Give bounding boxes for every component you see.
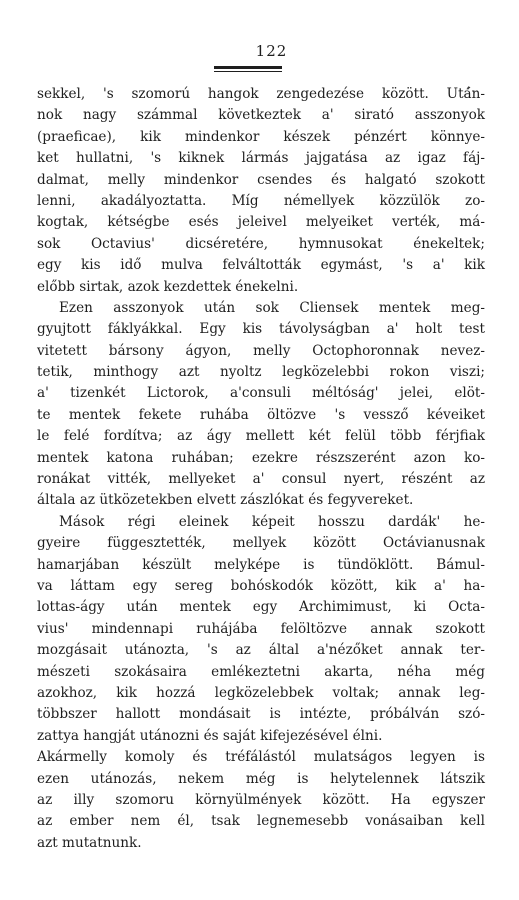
text-line: ronákat vitték, mellyeket a' consul nyert, részént az xyxy=(37,471,485,488)
header-rule-thin xyxy=(214,71,282,72)
text-line: előbb sirtak, azok kezdettek énekelni. xyxy=(37,278,299,295)
text-line: hamarjában készült melyképe is tündöklött. Bámul- xyxy=(37,556,485,573)
text-line: többszer hallott mondásait is intézte, próbálván szó- xyxy=(37,706,485,723)
text-line: tetik, minthogy azt nyoltz legközelebbi rokon viszi; xyxy=(37,364,485,381)
text-line: Akármelly komoly és tréfálástól mulatságos legyen is xyxy=(37,749,485,766)
text-line: ezen utánozás, nekem még is helytelennek látszik xyxy=(37,770,485,787)
text-line: nok nagy számmal következtek a' sirató asszonyok xyxy=(37,107,485,124)
text-line: (praeficae), kik mindenkor készek pénzért könnye- xyxy=(37,128,485,145)
text-line: te mentek fekete ruhába öltözve 's vessző kéveiket xyxy=(37,406,485,423)
text-line: dalmat, melly mindenkor csendes és halgató szokott xyxy=(37,171,485,188)
text-line: az ember nem él, tsak legnemesebb vonásaiban kell xyxy=(37,813,485,830)
text-line: azt mutatnunk. xyxy=(37,834,142,851)
text-line: a' tizenkét Lictorok, a'consuli méltóság' jelei, elöt- xyxy=(37,385,485,402)
text-line: Ezen asszonyok után sok Cliensek mentek meg- xyxy=(59,299,485,316)
text-line: va láttam egy sereg bohóskodók között, kik a' ha- xyxy=(37,577,485,594)
text-line: egy kis idő mulva felváltották egymást, 's a' kik xyxy=(37,257,485,274)
text-line: gyujtott fáklyákkal. Egy kis távolyságban a' holt test xyxy=(37,321,485,338)
text-line: sekkel, 's szomorú hangok zengedezése között. Utá́n- xyxy=(37,86,485,102)
text-line: általa az ütközetekben elvett zászlókat és fegyvereket. xyxy=(37,492,414,509)
text-line: lenni, akadályoztatta. Míg némellyek közzülök zo- xyxy=(37,192,485,209)
text-line: az illy szomoru környülmények között. Ha egyszer xyxy=(37,791,485,808)
text-line: azokhoz, kik hozzá legközelebbek voltak; annak leg- xyxy=(37,684,485,701)
text-line: lottas-ágy után mentek egy Archimimust, ki Octa- xyxy=(37,599,485,616)
page-number: 122 xyxy=(255,42,288,60)
text-line: mészeti szokásaira emlékeztetni akarta, néha még xyxy=(37,663,485,680)
text-line: vius' mindennapi ruhájába felöltözve annak szokott xyxy=(37,620,485,637)
text-line: Mások régi eleinek képeit hosszu dardák' he- xyxy=(59,513,485,530)
text-line: vitetett bársony ágyon, melly Octophoronnak nevez- xyxy=(37,342,485,359)
text-line: sok Octavius' dicséretére, hymnusokat énekeltek; xyxy=(37,235,485,252)
header-rule xyxy=(214,66,282,69)
text-line: zattya hangját utánozni és saját kifejezésével élni. xyxy=(37,727,383,744)
text-line: le felé fordítva; az ágy mellett két felül több férjfiak xyxy=(37,428,485,445)
body-text xyxy=(37,84,485,854)
text-line: mentek katona ruhában; ezekre részszerént azon ko- xyxy=(37,449,485,466)
text-line: ket hullatni, 's kiknek lármás jajgatása az igaz fáj- xyxy=(37,150,485,167)
text-line: kogtak, kétségbe esés jeleivel melyeiket verték, má- xyxy=(37,214,485,231)
text-line: gyeire függesztették, mellyek között Octávianusnak xyxy=(37,535,485,552)
text-line: mozgásait utánozta, 's az által a'nézőket annak ter- xyxy=(37,642,485,659)
